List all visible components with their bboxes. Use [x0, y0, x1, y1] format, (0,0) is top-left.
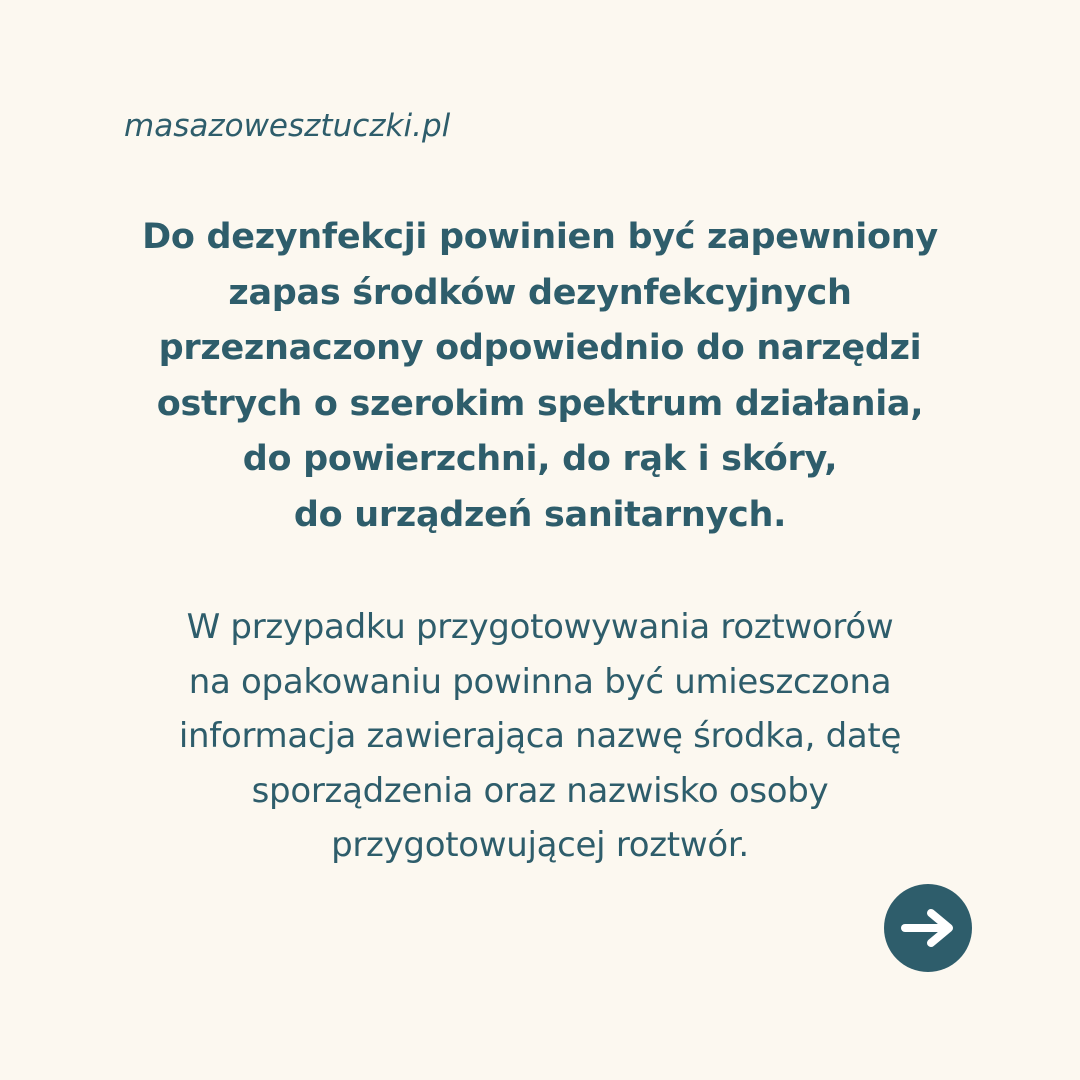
body-line: W przypadku przygotowywania roztworów	[186, 607, 894, 647]
headline-line: przeznaczony odpowiednio do narzędzi	[158, 328, 922, 368]
headline	[60, 210, 1020, 543]
body-line: przygotowującej roztwór.	[331, 825, 749, 865]
headline-line: do urządzeń sanitarnych.	[293, 494, 787, 535]
arrow-right-icon	[899, 908, 957, 948]
body-line: informacja zawierająca nazwę środka, datę	[178, 716, 902, 756]
body-line: sporządzenia oraz nazwisko osoby	[251, 770, 829, 811]
site-url: masazowesztuczki.pl	[124, 108, 451, 144]
headline-line: Do dezynfekcji powinien być zapewniony	[142, 217, 938, 257]
body-line: na opakowaniu powinna być umieszczona	[188, 661, 892, 702]
next-button[interactable]	[884, 884, 972, 972]
headline-line: do powierzchni, do rąk i skóry,	[242, 439, 838, 479]
body-paragraph	[60, 600, 1020, 873]
headline-line: ostrych o szerokim spektrum działania,	[156, 383, 924, 424]
headline-line: zapas środków dezynfekcyjnych	[228, 272, 852, 313]
